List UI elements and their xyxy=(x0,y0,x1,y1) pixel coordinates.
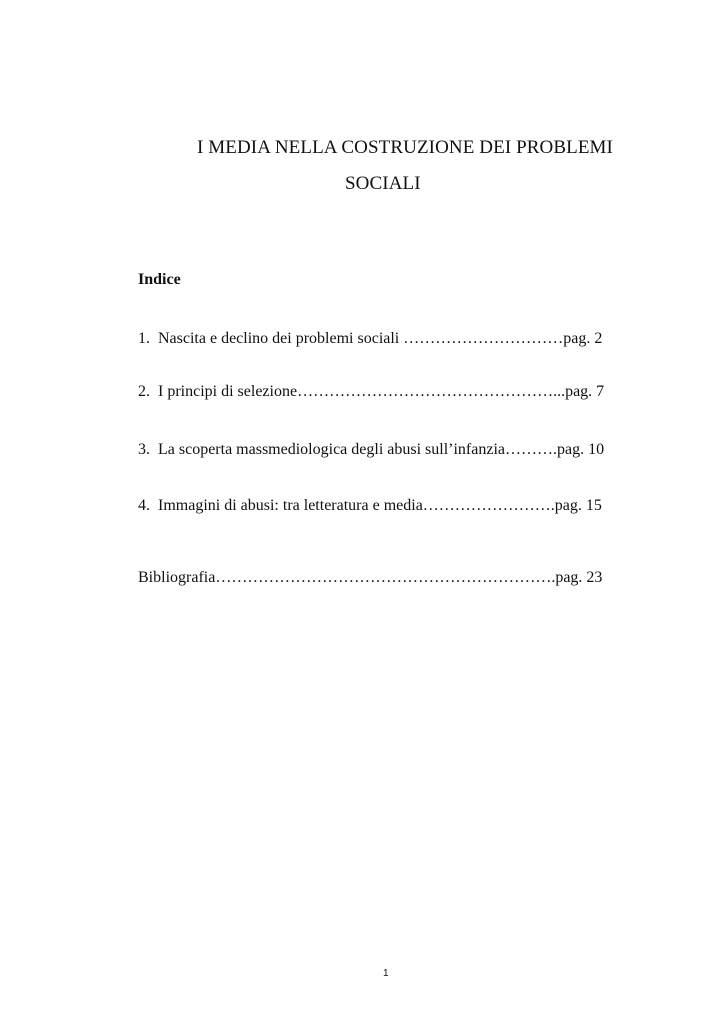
toc-entry-page: pag. 15 xyxy=(554,497,602,514)
toc-entry-bibliography xyxy=(138,569,602,587)
toc-entry-page: pag. 10 xyxy=(557,441,605,458)
toc-entry-page: pag. 2 xyxy=(563,330,603,347)
toc-entry-number: 4. xyxy=(138,497,150,514)
toc-entry-title: Bibliografia xyxy=(138,569,216,586)
toc-entry-leader: ………. xyxy=(505,441,557,458)
toc-entry-title: Nascita e declino dei problemi sociali xyxy=(158,330,404,347)
toc-entry-number: 2. xyxy=(138,383,150,400)
toc-entry-page: pag. 23 xyxy=(555,569,603,586)
document-title-line-1: I MEDIA NELLA COSTRUZIONE DEI PROBLEMI xyxy=(197,137,613,158)
index-heading: Indice xyxy=(138,271,181,288)
toc-entry-leader: …………………………………………... xyxy=(297,383,566,400)
page-number: 1 xyxy=(383,968,389,979)
toc-entry-title: I principi di selezione xyxy=(158,383,298,400)
toc-entry-page: pag. 7 xyxy=(565,383,605,400)
toc-entry-leader: ………………………… xyxy=(403,330,564,347)
toc-entry-title: La scoperta massmediologica degli abusi sull’infanzia xyxy=(158,441,505,458)
toc-entry-leader: ………………………………………………………. xyxy=(215,569,556,586)
toc-entry xyxy=(138,441,604,459)
toc-entry xyxy=(138,330,602,348)
toc-entry-leader: ……………………. xyxy=(422,497,555,514)
toc-entry-title: Immagini di abusi: tra letteratura e media xyxy=(158,497,423,514)
document-title-line-2: SOCIALI xyxy=(345,173,421,194)
toc-entry-number: 1. xyxy=(138,330,150,347)
toc-entry xyxy=(138,497,602,515)
toc-entry xyxy=(138,383,604,401)
toc-entry-number: 3. xyxy=(138,441,150,458)
